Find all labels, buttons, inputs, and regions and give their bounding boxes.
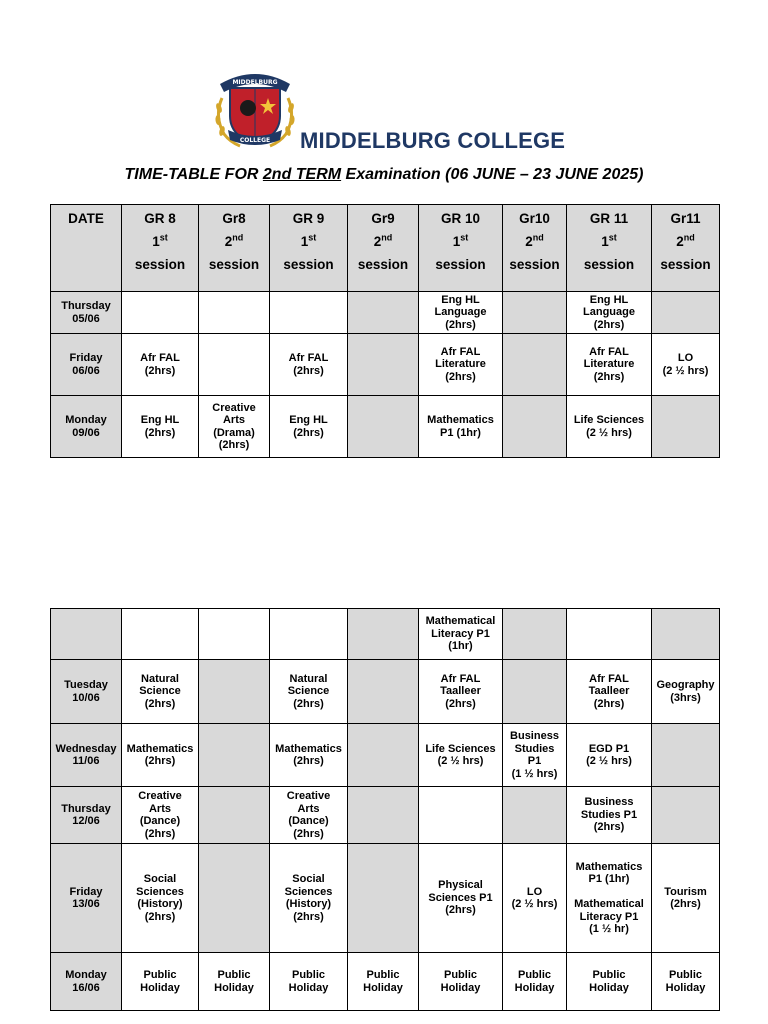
exam-cell <box>419 292 503 334</box>
exam-subject: Life Sciences (2 ½ hrs) <box>573 414 645 439</box>
exam-cell <box>503 396 567 458</box>
exam-cell <box>348 787 419 844</box>
exam-cell <box>348 844 419 953</box>
exam-subject: Tourism (2hrs) <box>664 885 707 910</box>
exam-cell <box>199 787 270 844</box>
exam-cell <box>270 292 348 334</box>
session-ordinal-suffix: nd <box>532 232 544 243</box>
exam-subject: Mathematics (2hrs) <box>126 742 194 767</box>
header-row <box>51 205 720 292</box>
exam-cell <box>199 953 270 1011</box>
exam-cell <box>199 724 270 787</box>
logo-text-top: MIDDELBURG <box>232 79 278 86</box>
column-header <box>122 205 199 292</box>
session-ordinal: 2 <box>676 234 684 249</box>
college-crest-logo <box>210 68 300 150</box>
date-cell <box>51 787 122 844</box>
column-grade: GR 9 <box>292 211 325 226</box>
day-name: Monday <box>65 969 107 981</box>
table-row <box>51 334 720 396</box>
date-cell <box>51 953 122 1011</box>
column-grade: Gr8 <box>222 211 246 226</box>
session-ordinal-suffix: nd <box>232 232 244 243</box>
exam-subject: Public Holiday <box>363 969 403 994</box>
column-session-number <box>123 230 197 253</box>
exam-cell <box>348 953 419 1011</box>
table-row <box>51 292 720 334</box>
column-session-label: session <box>208 257 260 272</box>
exam-cell <box>503 334 567 396</box>
exam-subject: Eng HL (2hrs) <box>140 414 180 439</box>
table-row <box>51 844 720 953</box>
exam-subject: LO (2 ½ hrs) <box>662 352 709 377</box>
day-date: 11/06 <box>72 755 100 767</box>
exam-subject: Public Holiday <box>514 969 555 994</box>
date-cell <box>51 396 122 458</box>
exam-subject: Afr FAL Taalleer (2hrs) <box>588 672 630 710</box>
column-header <box>503 205 567 292</box>
exam-cell <box>652 334 720 396</box>
day-name: Wednesday <box>55 742 117 755</box>
college-name: MIDDELBURG COLLEGE <box>300 128 566 153</box>
day-date: 16/06 <box>72 981 100 994</box>
exam-cell <box>567 787 652 844</box>
column-session-label: session <box>583 257 635 272</box>
exam-subject: Public Holiday <box>665 969 706 994</box>
date-cell <box>51 660 122 724</box>
exam-subject: EGD P1 (2 ½ hrs) <box>586 742 632 767</box>
title-term: 2nd TERM <box>262 166 342 183</box>
column-grade: GR 10 <box>440 211 481 226</box>
table-row <box>51 787 720 844</box>
exam-subject: Public Holiday <box>214 969 254 994</box>
exam-subject: Mathematical Literacy P1 (1hr) <box>425 615 496 653</box>
day-date: 09/06 <box>72 426 100 439</box>
session-ordinal-suffix: st <box>608 232 617 243</box>
column-header <box>348 205 419 292</box>
date-cell <box>51 334 122 396</box>
session-ordinal: 2 <box>373 234 382 249</box>
day-name: Tuesday <box>64 679 108 691</box>
exam-cell <box>199 334 270 396</box>
exam-cell <box>652 953 720 1011</box>
column-grade: Gr9 <box>371 211 395 226</box>
exam-subject: LO (2 ½ hrs) <box>511 885 558 910</box>
exam-cell <box>567 396 652 458</box>
exam-cell <box>199 660 270 724</box>
exam-cell <box>652 844 720 953</box>
column-grade: Gr11 <box>670 211 701 226</box>
exam-cell <box>348 334 419 396</box>
exam-cell <box>122 787 199 844</box>
title-prefix: TIME-TABLE FOR <box>124 166 263 183</box>
exam-cell <box>652 660 720 724</box>
exam-cell <box>567 844 652 953</box>
table-row <box>51 953 720 1011</box>
exam-cell <box>567 953 652 1011</box>
exam-cell <box>270 953 348 1011</box>
exam-cell <box>122 953 199 1011</box>
exam-subject: Geography (3hrs) <box>656 679 715 704</box>
exam-cell <box>122 844 199 953</box>
exam-subject: Creative Arts (Dance) (2hrs) <box>138 790 182 840</box>
table-row <box>51 609 720 660</box>
exam-subject: Creative Arts (Drama) (2hrs) <box>212 401 256 451</box>
exam-cell <box>348 660 419 724</box>
page-title <box>0 166 768 184</box>
day-name: Friday <box>69 352 103 364</box>
exam-cell <box>503 724 567 787</box>
exam-subject: Mathematics P1 (1hr) <box>427 414 494 439</box>
exam-cell <box>122 334 199 396</box>
column-header-date <box>51 205 122 292</box>
exam-cell <box>652 609 720 660</box>
exam-subject: Eng HL (2hrs) <box>289 414 328 439</box>
exam-subject: Business Studies P1 (1 ½ hrs) <box>510 730 559 780</box>
column-session-number <box>568 230 650 253</box>
session-ordinal-suffix: nd <box>381 232 393 243</box>
exam-subject: Physical Sciences P1 (2hrs) <box>428 879 493 917</box>
exam-subject: Business Studies P1 (2hrs) <box>580 796 638 834</box>
session-ordinal: 1 <box>601 234 609 249</box>
exam-cell <box>270 724 348 787</box>
exam-subject: Public Holiday <box>140 969 180 994</box>
exam-cell <box>122 396 199 458</box>
exam-cell <box>122 660 199 724</box>
exam-cell <box>122 292 199 334</box>
exam-subject: Mathematics (2hrs) <box>275 742 342 767</box>
date-cell <box>51 292 122 334</box>
session-ordinal: 2 <box>224 234 233 249</box>
column-session-label: session <box>660 257 711 272</box>
exam-subject: Eng HL Language (2hrs) <box>434 293 487 331</box>
day-date: 10/06 <box>72 691 100 704</box>
logo-text-bottom: COLLEGE <box>239 137 271 144</box>
column-header <box>199 205 270 292</box>
exam-cell <box>122 609 199 660</box>
exam-cell <box>419 609 503 660</box>
day-name: Friday <box>69 885 103 898</box>
exam-cell <box>199 609 270 660</box>
day-date: 12/06 <box>72 815 100 827</box>
exam-subject: Afr FAL Literature (2hrs) <box>583 345 635 383</box>
exam-cell <box>503 660 567 724</box>
exam-cell <box>652 787 720 844</box>
exam-cell <box>270 334 348 396</box>
date-cell <box>51 724 122 787</box>
column-session-label: session <box>509 257 560 272</box>
exam-cell <box>122 724 199 787</box>
column-session-label: session <box>283 257 334 272</box>
column-grade: GR 8 <box>144 211 176 226</box>
exam-subject: Life Sciences (2 ½ hrs) <box>425 742 496 767</box>
exam-cell <box>419 334 503 396</box>
exam-cell <box>503 609 567 660</box>
exam-cell <box>419 724 503 787</box>
date-cell <box>51 844 122 953</box>
exam-cell <box>348 609 419 660</box>
exam-cell <box>270 660 348 724</box>
column-header <box>419 205 503 292</box>
exam-cell <box>567 660 652 724</box>
column-session-label: session <box>357 257 409 272</box>
timetable-part-1 <box>50 204 720 458</box>
exam-subject: Afr FAL (2hrs) <box>140 352 180 377</box>
exam-cell <box>652 396 720 458</box>
session-ordinal: 1 <box>300 234 309 249</box>
day-date: 06/06 <box>72 364 100 377</box>
exam-cell <box>348 396 419 458</box>
column-session-number <box>200 230 268 253</box>
exam-cell <box>199 292 270 334</box>
title-suffix: Examination (06 JUNE – 23 JUNE 2025) <box>341 166 644 183</box>
exam-cell <box>199 844 270 953</box>
column-session-number <box>653 230 718 253</box>
session-ordinal: 1 <box>152 234 160 249</box>
session-ordinal: 2 <box>525 234 533 249</box>
exam-cell <box>567 292 652 334</box>
exam-cell <box>270 396 348 458</box>
exam-cell <box>419 787 503 844</box>
exam-subject: Eng HL Language (2hrs) <box>583 293 635 331</box>
exam-cell <box>199 396 270 458</box>
exam-subject: Mathematics P1 (1hr) Mathematical Literacy P1 (1 ½ hr) <box>574 860 644 935</box>
exam-cell <box>419 660 503 724</box>
exam-cell <box>567 609 652 660</box>
exam-cell <box>652 292 720 334</box>
exam-cell <box>419 844 503 953</box>
day-date: 05/06 <box>72 312 100 325</box>
session-ordinal-suffix: st <box>308 232 317 243</box>
exam-cell <box>652 724 720 787</box>
exam-subject: Afr FAL Taalleer (2hrs) <box>440 672 481 710</box>
exam-cell <box>503 787 567 844</box>
column-session-label: session <box>134 257 186 272</box>
session-ordinal: 1 <box>452 234 461 249</box>
column-grade: Gr10 <box>519 211 550 226</box>
column-session-number <box>504 230 565 253</box>
column-session-number <box>271 230 346 253</box>
exam-subject: Afr FAL (2hrs) <box>288 352 329 377</box>
exam-cell <box>503 292 567 334</box>
exam-subject: Public Holiday <box>288 969 329 994</box>
exam-subject: Social Sciences (History) (2hrs) <box>136 873 184 923</box>
exam-cell <box>567 334 652 396</box>
column-session-number <box>349 230 417 253</box>
day-name: Monday <box>65 414 107 426</box>
exam-subject: Social Sciences (History) (2hrs) <box>284 873 333 923</box>
exam-cell <box>503 844 567 953</box>
table-row <box>51 660 720 724</box>
day-name: Thursday <box>61 802 111 815</box>
column-session-number <box>420 230 501 253</box>
column-session-label: session <box>435 257 486 272</box>
table-row <box>51 396 720 458</box>
column-grade: GR 11 <box>589 211 629 226</box>
exam-cell <box>419 953 503 1011</box>
exam-cell <box>567 724 652 787</box>
exam-subject: Natural Science (2hrs) <box>287 672 330 710</box>
day-name: Thursday <box>61 300 111 312</box>
session-ordinal-suffix: st <box>159 232 168 243</box>
exam-subject: Natural Science (2hrs) <box>139 672 181 710</box>
column-header <box>567 205 652 292</box>
column-header <box>270 205 348 292</box>
exam-cell <box>419 396 503 458</box>
column-grade: DATE <box>68 211 104 226</box>
exam-subject: Public Holiday <box>440 969 481 994</box>
date-cell <box>51 609 122 660</box>
session-ordinal-suffix: nd <box>683 232 695 243</box>
timetable-part-2 <box>50 608 720 1011</box>
exam-subject: Public Holiday <box>589 969 629 994</box>
exam-subject: Afr FAL Literature (2hrs) <box>435 345 486 383</box>
exam-cell <box>348 292 419 334</box>
column-header <box>652 205 720 292</box>
exam-cell <box>503 953 567 1011</box>
exam-cell <box>270 609 348 660</box>
table-row <box>51 724 720 787</box>
exam-cell <box>348 724 419 787</box>
session-ordinal-suffix: st <box>460 232 469 243</box>
exam-cell <box>270 844 348 953</box>
exam-subject: Creative Arts (Dance) (2hrs) <box>286 790 331 840</box>
day-date: 13/06 <box>72 898 100 910</box>
exam-cell <box>270 787 348 844</box>
